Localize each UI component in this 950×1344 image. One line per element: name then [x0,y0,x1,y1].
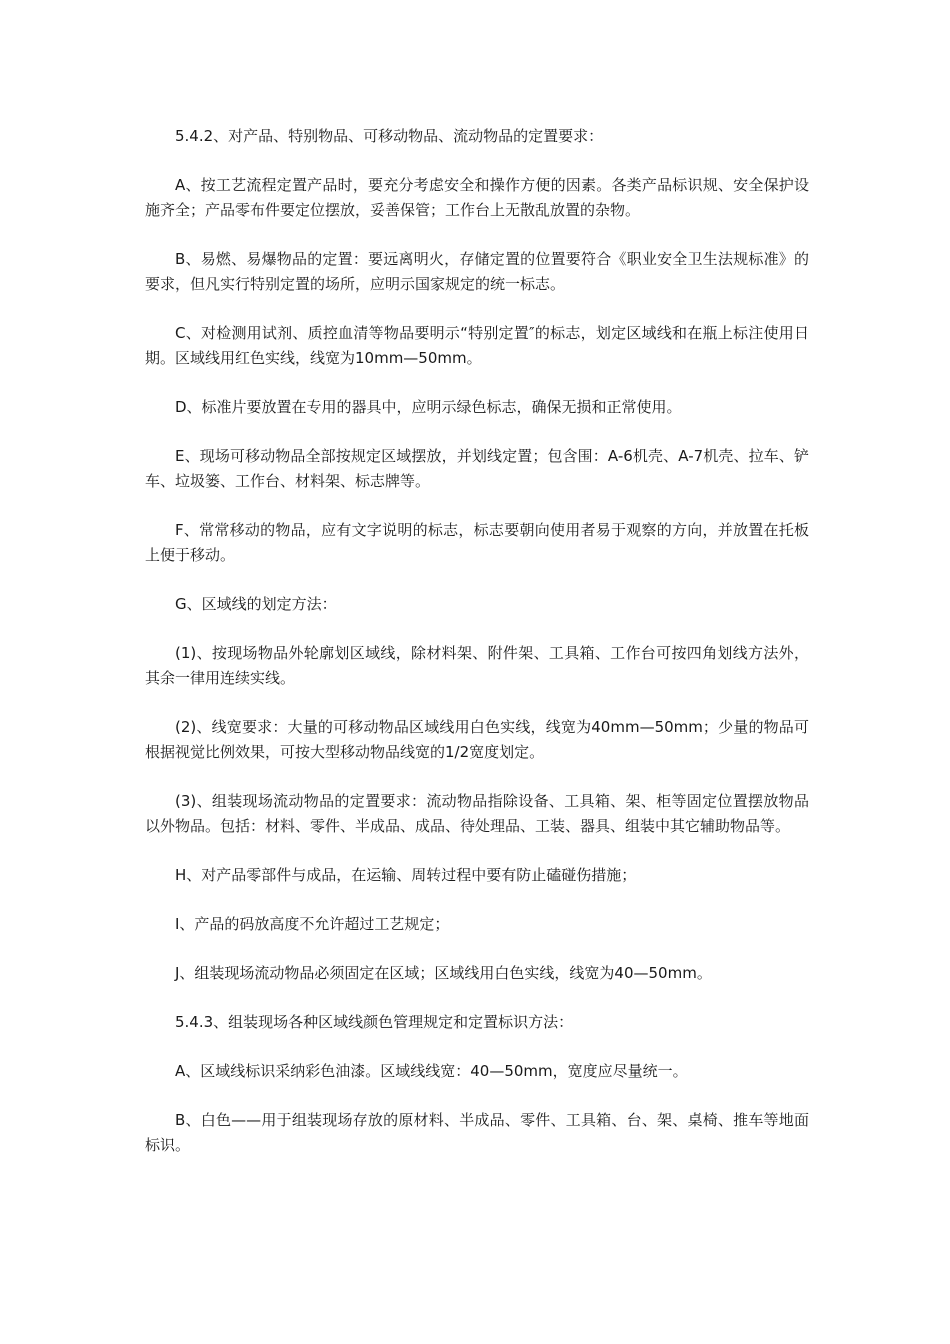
paragraph-b: B、易燃、易爆物品的定置：要远离明火，存储定置的位置要符合《职业安全卫生法规标准》的要求，但凡实行特别定置的场所，应明示国家规定的统一标志。 [145,250,809,293]
paragraph-g-1: (1)、按现场物品外轮廓划区域线，除材料架、附件架、工具箱、工作台可按四角划线方法外，其余一律用连续实线。 [145,644,809,687]
paragraph-j: J、组装现场流动物品必须固定在区域；区域线用白色实线，线宽为40—50mm。 [175,964,712,982]
paragraph-a: A、按工艺流程定置产品时，要充分考虑安全和操作方便的因素。各类产品标识规、安全保护设施齐全；产品零布件要定位摆放，妥善保管；工作台上无散乱放置的杂物。 [145,176,809,219]
paragraph-f: F、常常移动的物品，应有文字说明的标志，标志要朝向使用者易于观察的方向，并放置在托板上便于移动。 [145,521,809,564]
paragraph-g: G、区域线的划定方法： [175,595,337,613]
paragraph-5-4-3-a: A、区域线标识采纳彩色油漆。区域线线宽：40—50mm，宽度应尽量统一。 [175,1062,688,1080]
paragraph-e: E、现场可移动物品全部按规定区域摆放，并划线定置；包含围：A-6机壳、A-7机壳、拉车、铲车、垃圾篓、工作台、材料架、标志牌等。 [145,447,809,490]
paragraph-g-3: (3)、组装现场流动物品的定置要求：流动物品指除设备、工具箱、架、柜等固定位置摆放物品以外物品。包括：材料、零件、半成品、成品、待处理品、工装、器具、组装中其它辅助物品等。 [145,792,809,835]
section-heading-5-4-3: 5.4.3、组装现场各种区域线颜色管理规定和定置标识方法： [175,1013,574,1031]
paragraph-h: H、对产品零部件与成品，在运输、周转过程中要有防止磕碰伤措施； [175,866,637,884]
document-body [145,124,809,1182]
paragraph-d: D、标准片要放置在专用的器具中，应明示绿色标志，确保无损和正常使用。 [175,398,682,416]
paragraph-5-4-3-b: B、白色——用于组装现场存放的原材料、半成品、零件、工具箱、台、架、桌椅、推车等地面标识。 [145,1111,809,1154]
paragraph-g-2: (2)、线宽要求：大量的可移动物品区域线用白色实线，线宽为40mm—50mm；少量的物品可根据视觉比例效果，可按大型移动物品线宽的1/2宽度划定。 [145,718,809,761]
paragraph-i: I、产品的码放高度不允许超过工艺规定； [175,915,450,933]
paragraph-c: C、对检测用试剂、质控血清等物品要明示“特别定置″的标志，划定区域线和在瓶上标注使用日期。区域线用红色实线，线宽为10mm—50mm。 [145,324,809,367]
section-heading-5-4-2: 5.4.2、对产品、特别物品、可移动物品、流动物品的定置要求： [175,127,604,145]
